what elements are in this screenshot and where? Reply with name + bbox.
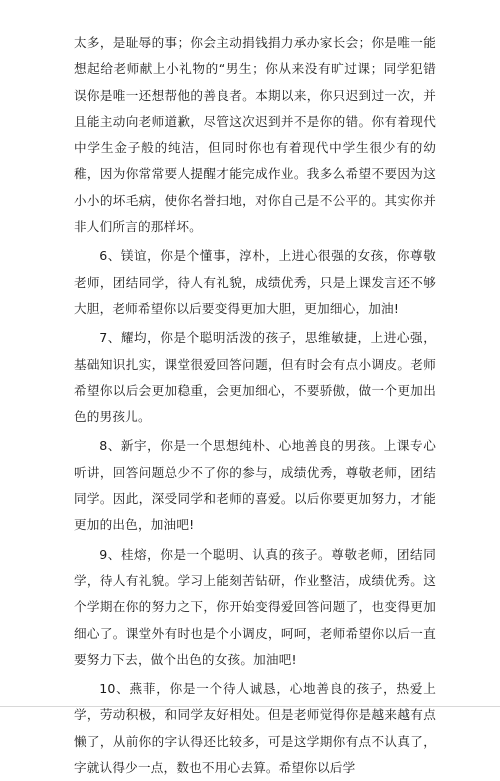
paragraph-comment-9: 9、桂熔，你是一个聪明、认真的孩子。尊敬老师，团结同学，待人有礼貌。学习上能刻苦钻研，作业整洁，成绩优秀。这个学期在你的努力之下，你开始变得爱回答问题了，也变得更加细心了。课堂外有时也是个小调皮，呵呵，老师希望你以后一直要努力下去，做个出色的女孩。加油吧! bbox=[74, 546, 436, 667]
document-body bbox=[74, 30, 436, 781]
paragraph-comment-8: 8、新宇，你是一个思想纯朴、心地善良的男孩。上课专心听讲，回答问题总少不了你的参与，成绩优秀，尊敬老师，团结同学。因此，深受同学和老师的喜爱。以后你要更加努力，才能更加的出色，加油吧! bbox=[74, 438, 436, 533]
paragraph-comment-6: 6、镁谊，你是个懂事，淳朴，上进心很强的女孩，你尊敬老师，团结同学，待人有礼貌，成绩优秀，只是上课发言还不够大胆，老师希望你以后要变得更加大胆，更加细心，加油! bbox=[74, 248, 436, 316]
paragraph-continuation: 太多，是耻辱的事；你会主动捐钱捐力承办家长会；你是唯一能想起给老师献上小礼物的“男生；你从来没有旷过课；同学犯错误你是唯一还想帮他的善良者。本期以来，你只迟到过一次，并且能主动向老师道歉，尽管这次迟到并不是你的错。你有着现代中学生金子般的纯洁，但同时你也有着现代中学生很少有的幼稚，因为你常常要人提醒才能完成作业。我多么希望不要因为这小小的坏毛病，使你名誉扫地，对你自己是不公平的。其实你并非人们所言的那样坏。 bbox=[74, 35, 436, 235]
paragraph-comment-10: 10、燕菲，你是一个待人诚恳，心地善良的孩子，热爱上学，劳动积极，和同学友好相处。但是老师觉得你是越来越有点懒了，从前你的字认得还比较多，可是这学期你有点不认真了，字就认得少一点，数也不用心去算。希望你以后学 bbox=[74, 681, 436, 776]
paragraph-comment-7: 7、耀均，你是个聪明活泼的孩子，思维敏捷，上进心强，基础知识扎实，课堂很爱回答问题，但有时会有点小调皮。老师希望你以后会更加稳重，会更加细心，不要骄傲，做一个更加出色的男孩儿。 bbox=[74, 330, 436, 425]
